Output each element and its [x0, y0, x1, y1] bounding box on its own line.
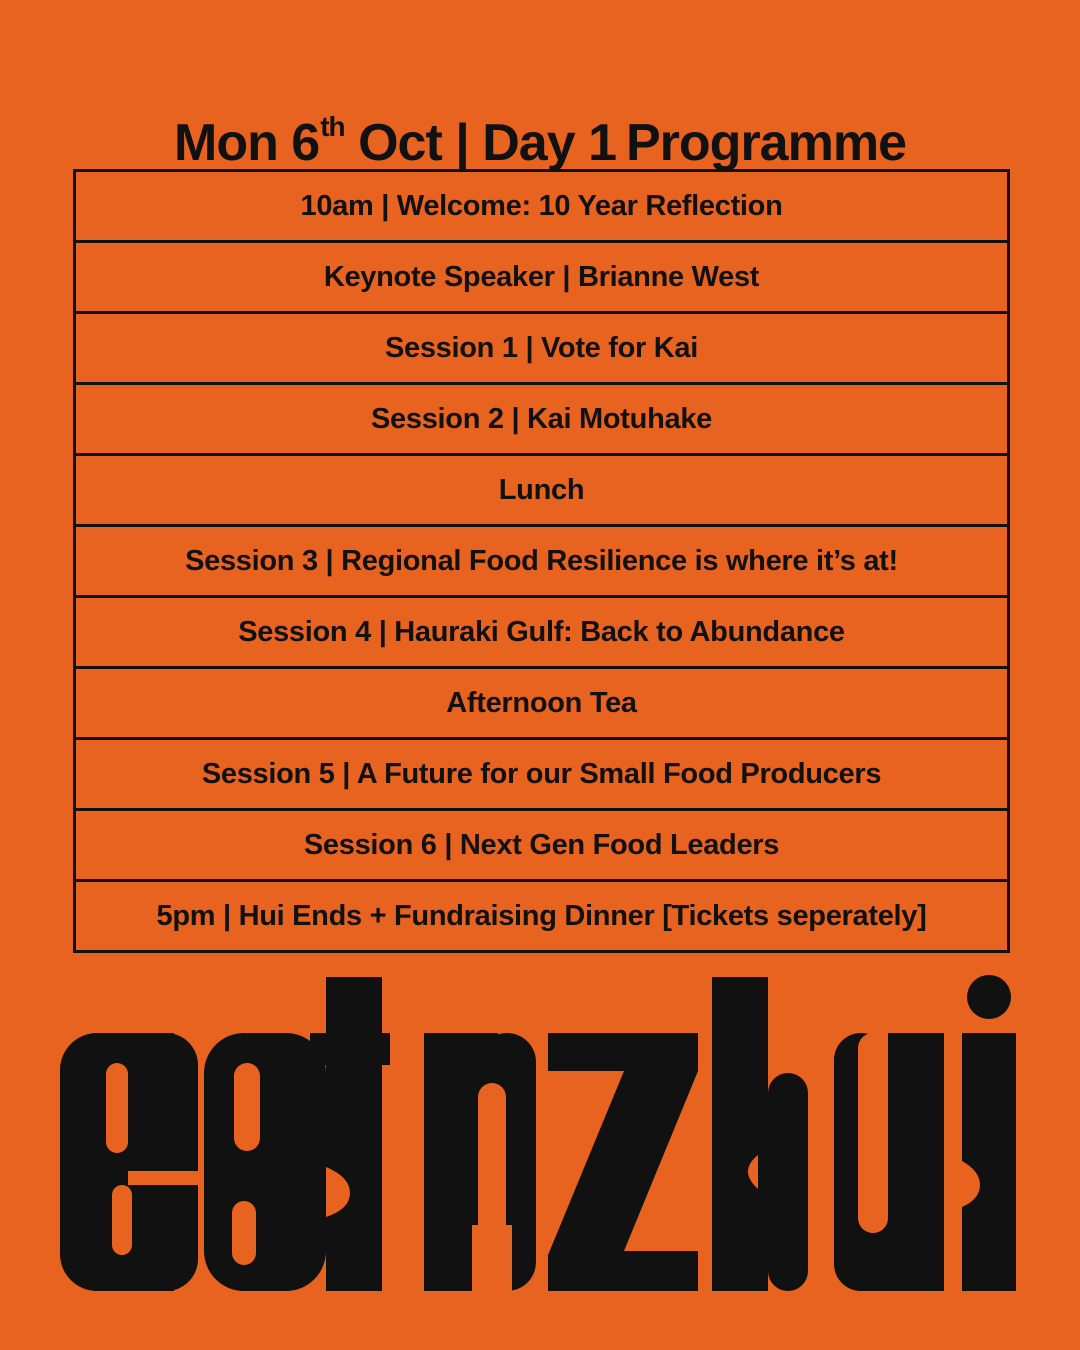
programme-row: Session 4 | Hauraki Gulf: Back to Abundance	[76, 598, 1007, 669]
programme-row: Session 6 | Next Gen Food Leaders	[76, 811, 1007, 882]
title-day: Oct | Day 1	[344, 113, 616, 172]
programme-row: 10am | Welcome: 10 Year Reflection	[76, 172, 1007, 243]
programme-row: Keynote Speaker | Brianne West	[76, 243, 1007, 314]
programme-row: Session 3 | Regional Food Resilience is where it’s at!	[76, 527, 1007, 598]
programme-row: Afternoon Tea	[76, 669, 1007, 740]
title-date-suffix: th	[320, 110, 345, 142]
programme-row: Session 1 | Vote for Kai	[76, 314, 1007, 385]
programme-table	[73, 169, 1010, 953]
programme-row: 5pm | Hui Ends + Fundraising Dinner [Tickets seperately]	[156, 899, 927, 932]
logo-letter-h	[712, 977, 808, 1291]
title-date: Mon 6	[174, 113, 320, 172]
page-title	[0, 110, 1080, 173]
programme-row: Lunch	[76, 456, 1007, 527]
logo-letter-i	[962, 975, 1016, 1291]
programme-row: Session 5 | A Future for our Small Food Producers	[76, 740, 1007, 811]
logo-letter-n	[424, 1033, 536, 1291]
title-programme: Programme	[626, 113, 906, 172]
logo-letter-z	[548, 1033, 698, 1291]
programme-row: Session 2 | Kai Motuhake	[76, 385, 1007, 456]
logo-letter-e	[60, 1033, 200, 1291]
logo-letter-u	[834, 1033, 944, 1291]
logo-letter-a	[204, 1033, 326, 1291]
eatnzhui-logo	[58, 975, 1020, 1293]
